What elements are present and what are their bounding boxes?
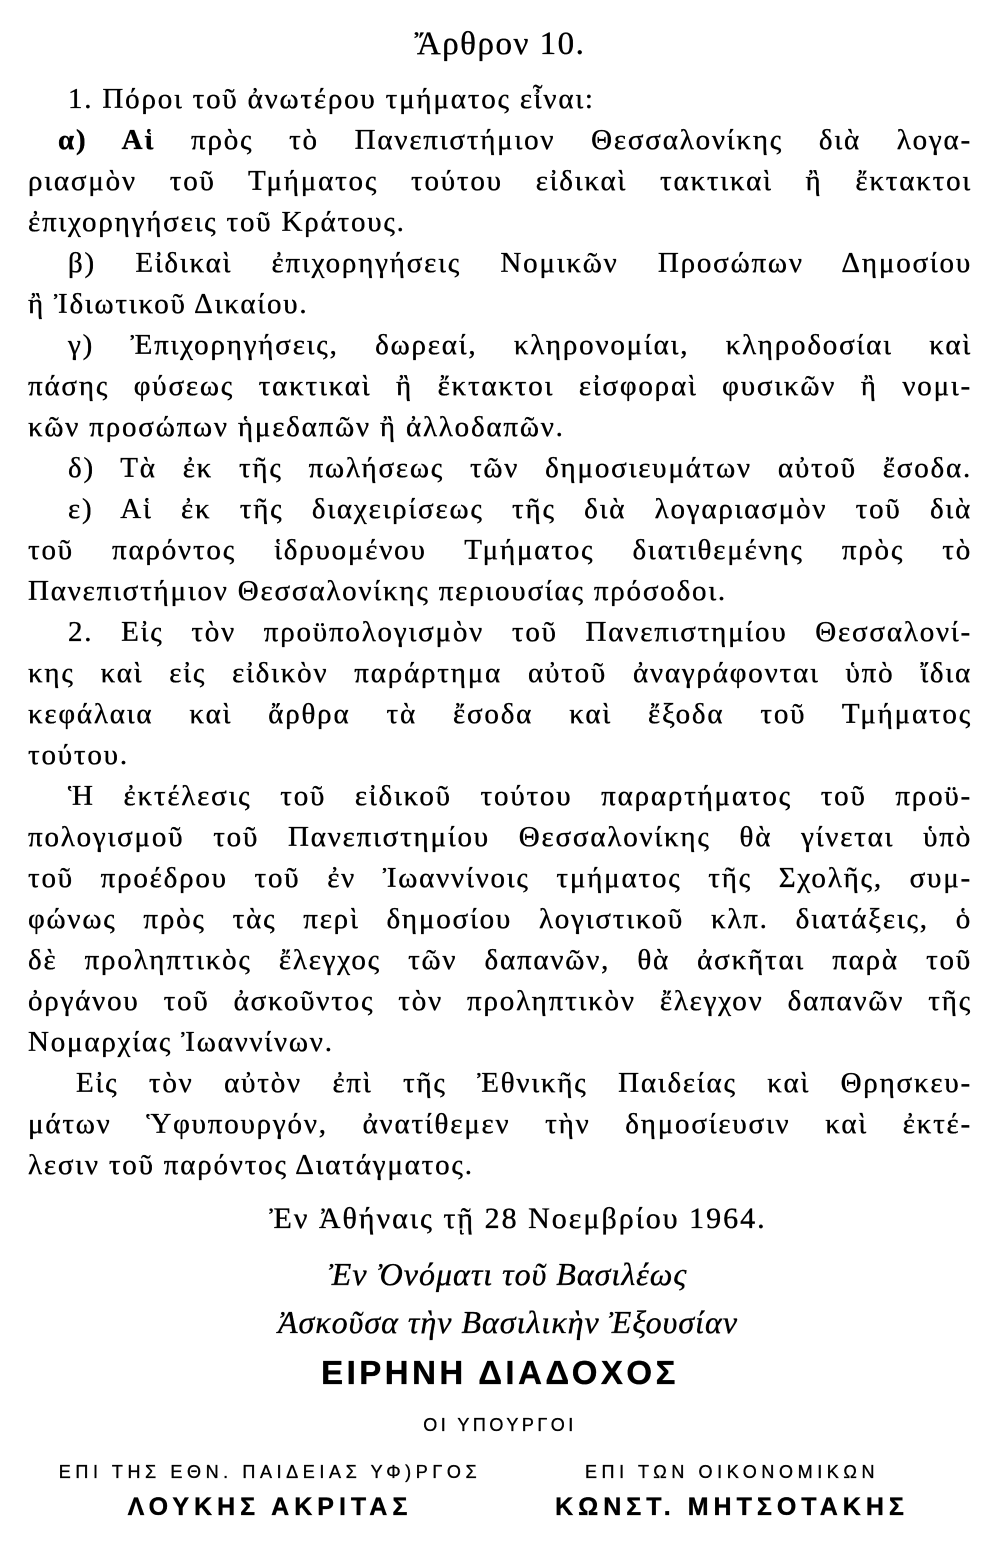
item-label: α) Αἱ bbox=[58, 124, 156, 156]
text-line: β) Εἰδικαὶ ἐπιχορηγήσεις Νομικῶν Προσώπων Δημοσίου bbox=[68, 247, 972, 279]
text-line: λεσιν τοῦ παρόντος Διατάγματος. bbox=[28, 1149, 474, 1181]
paragraph bbox=[28, 489, 972, 612]
text-line: τοῦ προέδρου τοῦ ἐν Ἰωαννίνοις τμήματος τῆς Σχολῆς, συμ- bbox=[28, 862, 972, 894]
minister-office: ΕΠΙ ΤΗΣ ΕΘΝ. ΠΑΙΔΕΙΑΣ ΥΦ)ΡΓΟΣ bbox=[58, 1462, 482, 1482]
text-line: ἐπιχορηγήσεις τοῦ Κράτους. bbox=[28, 206, 406, 238]
text-line: δ) Τὰ ἐκ τῆς πωλήσεως τῶν δημοσιευμάτων αὐτοῦ ἔσοδα. bbox=[68, 452, 972, 484]
text-line: κῶν προσώπων ἡμεδαπῶν ἢ ἀλλοδαπῶν. bbox=[28, 411, 565, 443]
text-line: 1. Πόροι τοῦ ἀνωτέρου τμήματος εἶναι: bbox=[68, 83, 595, 115]
paragraph bbox=[28, 325, 972, 448]
text-line: γ) Ἐπιχορηγήσεις, δωρεαί, κληρονομίαι, κληροδοσίαι καὶ bbox=[68, 329, 972, 361]
paragraph bbox=[28, 1063, 972, 1186]
text-line: κεφάλαια καὶ ἄρθρα τὰ ἔσοδα καὶ ἔξοδα τοῦ Τμήματος bbox=[28, 698, 972, 730]
article-title: Ἄρθρον 10. bbox=[414, 26, 586, 62]
text-line: Ἡ ἐκτέλεσις τοῦ εἰδικοῦ τούτου παραρτήματος τοῦ προϋ- bbox=[68, 780, 972, 812]
text-line: τούτου. bbox=[28, 739, 129, 771]
text-line: πάσης φύσεως τακτικαὶ ἢ ἔκτακτοι εἰσφοραὶ φυσικῶν ἢ νομι- bbox=[28, 370, 972, 402]
paragraph bbox=[28, 79, 972, 120]
minister-office: ΕΠΙ ΤΩΝ ΟΙΚΟΝΟΜΙΚΩΝ bbox=[584, 1462, 880, 1482]
text-line: πολογισμοῦ τοῦ Πανεπιστημίου Θεσσαλονίκης θὰ γίνεται ὑπὸ bbox=[28, 821, 972, 853]
paragraph bbox=[28, 448, 972, 489]
text-line: ριασμὸν τοῦ Τμήματος τούτου εἰδικαὶ τακτικαὶ ἢ ἔκτακτοι bbox=[28, 165, 972, 197]
minister-name: ΛΟΥΚΗΣ ΑΚΡΙΤΑΣ bbox=[127, 1493, 413, 1521]
line-text: πρὸς τὸ Πανεπιστήμιον Θεσσαλονίκης διὰ λογα- bbox=[191, 124, 972, 156]
regent-signature: ΕΙΡΗΝΗ ΔΙΑΔΟΧΟΣ bbox=[321, 1354, 679, 1391]
text-line: μάτων Ὑφυπουργόν, ἀνατίθεμεν τὴν δημοσίευσιν καὶ ἐκτέ- bbox=[28, 1108, 972, 1140]
regency-line: Ἀσκοῦσα τὴν Βασιλικὴν Ἐξουσίαν bbox=[277, 1304, 739, 1340]
text-line: τοῦ παρόντος ἱδρυομένου Τμήματος διατιθεμένης πρὸς τὸ bbox=[28, 534, 972, 566]
place-date-line: Ἐν Ἀθήναις τῇ 28 Νοεμβρίου 1964. bbox=[269, 1202, 767, 1235]
text-line: ἢ Ἰδιωτικοῦ Δικαίου. bbox=[28, 288, 309, 320]
text-line: Πανεπιστήμιον Θεσσαλονίκης περιουσίας πρόσοδοι. bbox=[28, 575, 727, 607]
text-line bbox=[28, 120, 972, 161]
text-line: κης καὶ εἰς εἰδικὸν παράρτημα αὐτοῦ ἀναγράφονται ὑπὸ ἴδια bbox=[28, 657, 972, 689]
text-line: ὀργάνου τοῦ ἀσκοῦντος τὸν προληπτικὸν ἔλεγχον δαπανῶν τῆς bbox=[28, 985, 972, 1017]
text-line: φώνως πρὸς τὰς περὶ δημοσίου λογιστικοῦ κλπ. διατάξεις, ὁ bbox=[28, 903, 972, 935]
ministers-heading: ΟΙ ΥΠΟΥΡΓΟΙ bbox=[423, 1415, 577, 1435]
text-line: Εἰς τὸν αὐτὸν ἐπὶ τῆς Ἐθνικῆς Παιδείας καὶ Θρησκευ- bbox=[76, 1067, 972, 1099]
article-body bbox=[28, 79, 972, 1186]
text-line: ε) Αἱ ἐκ τῆς διαχειρίσεως τῆς διὰ λογαριασμὸν τοῦ διὰ bbox=[68, 493, 972, 525]
text-line: 2. Εἰς τὸν προϋπολογισμὸν τοῦ Πανεπιστημίου Θεσσαλονί- bbox=[68, 616, 972, 648]
text-line: δὲ προληπτικὸς ἔλεγχος τῶν δαπανῶν, θὰ ἀσκῆται παρὰ τοῦ bbox=[28, 944, 972, 976]
paragraph bbox=[28, 243, 972, 325]
paragraph bbox=[28, 612, 972, 776]
royal-invocation: Ἐν Ὀνόματι τοῦ Βασιλέως bbox=[328, 1256, 688, 1292]
paragraph bbox=[28, 776, 972, 1063]
text-line: Νομαρχίας Ἰωαννίνων. bbox=[28, 1026, 334, 1058]
minister-name: ΚΩΝΣΤ. ΜΗΤΣΟΤΑΚΗΣ bbox=[555, 1493, 909, 1521]
paragraph bbox=[28, 120, 972, 243]
